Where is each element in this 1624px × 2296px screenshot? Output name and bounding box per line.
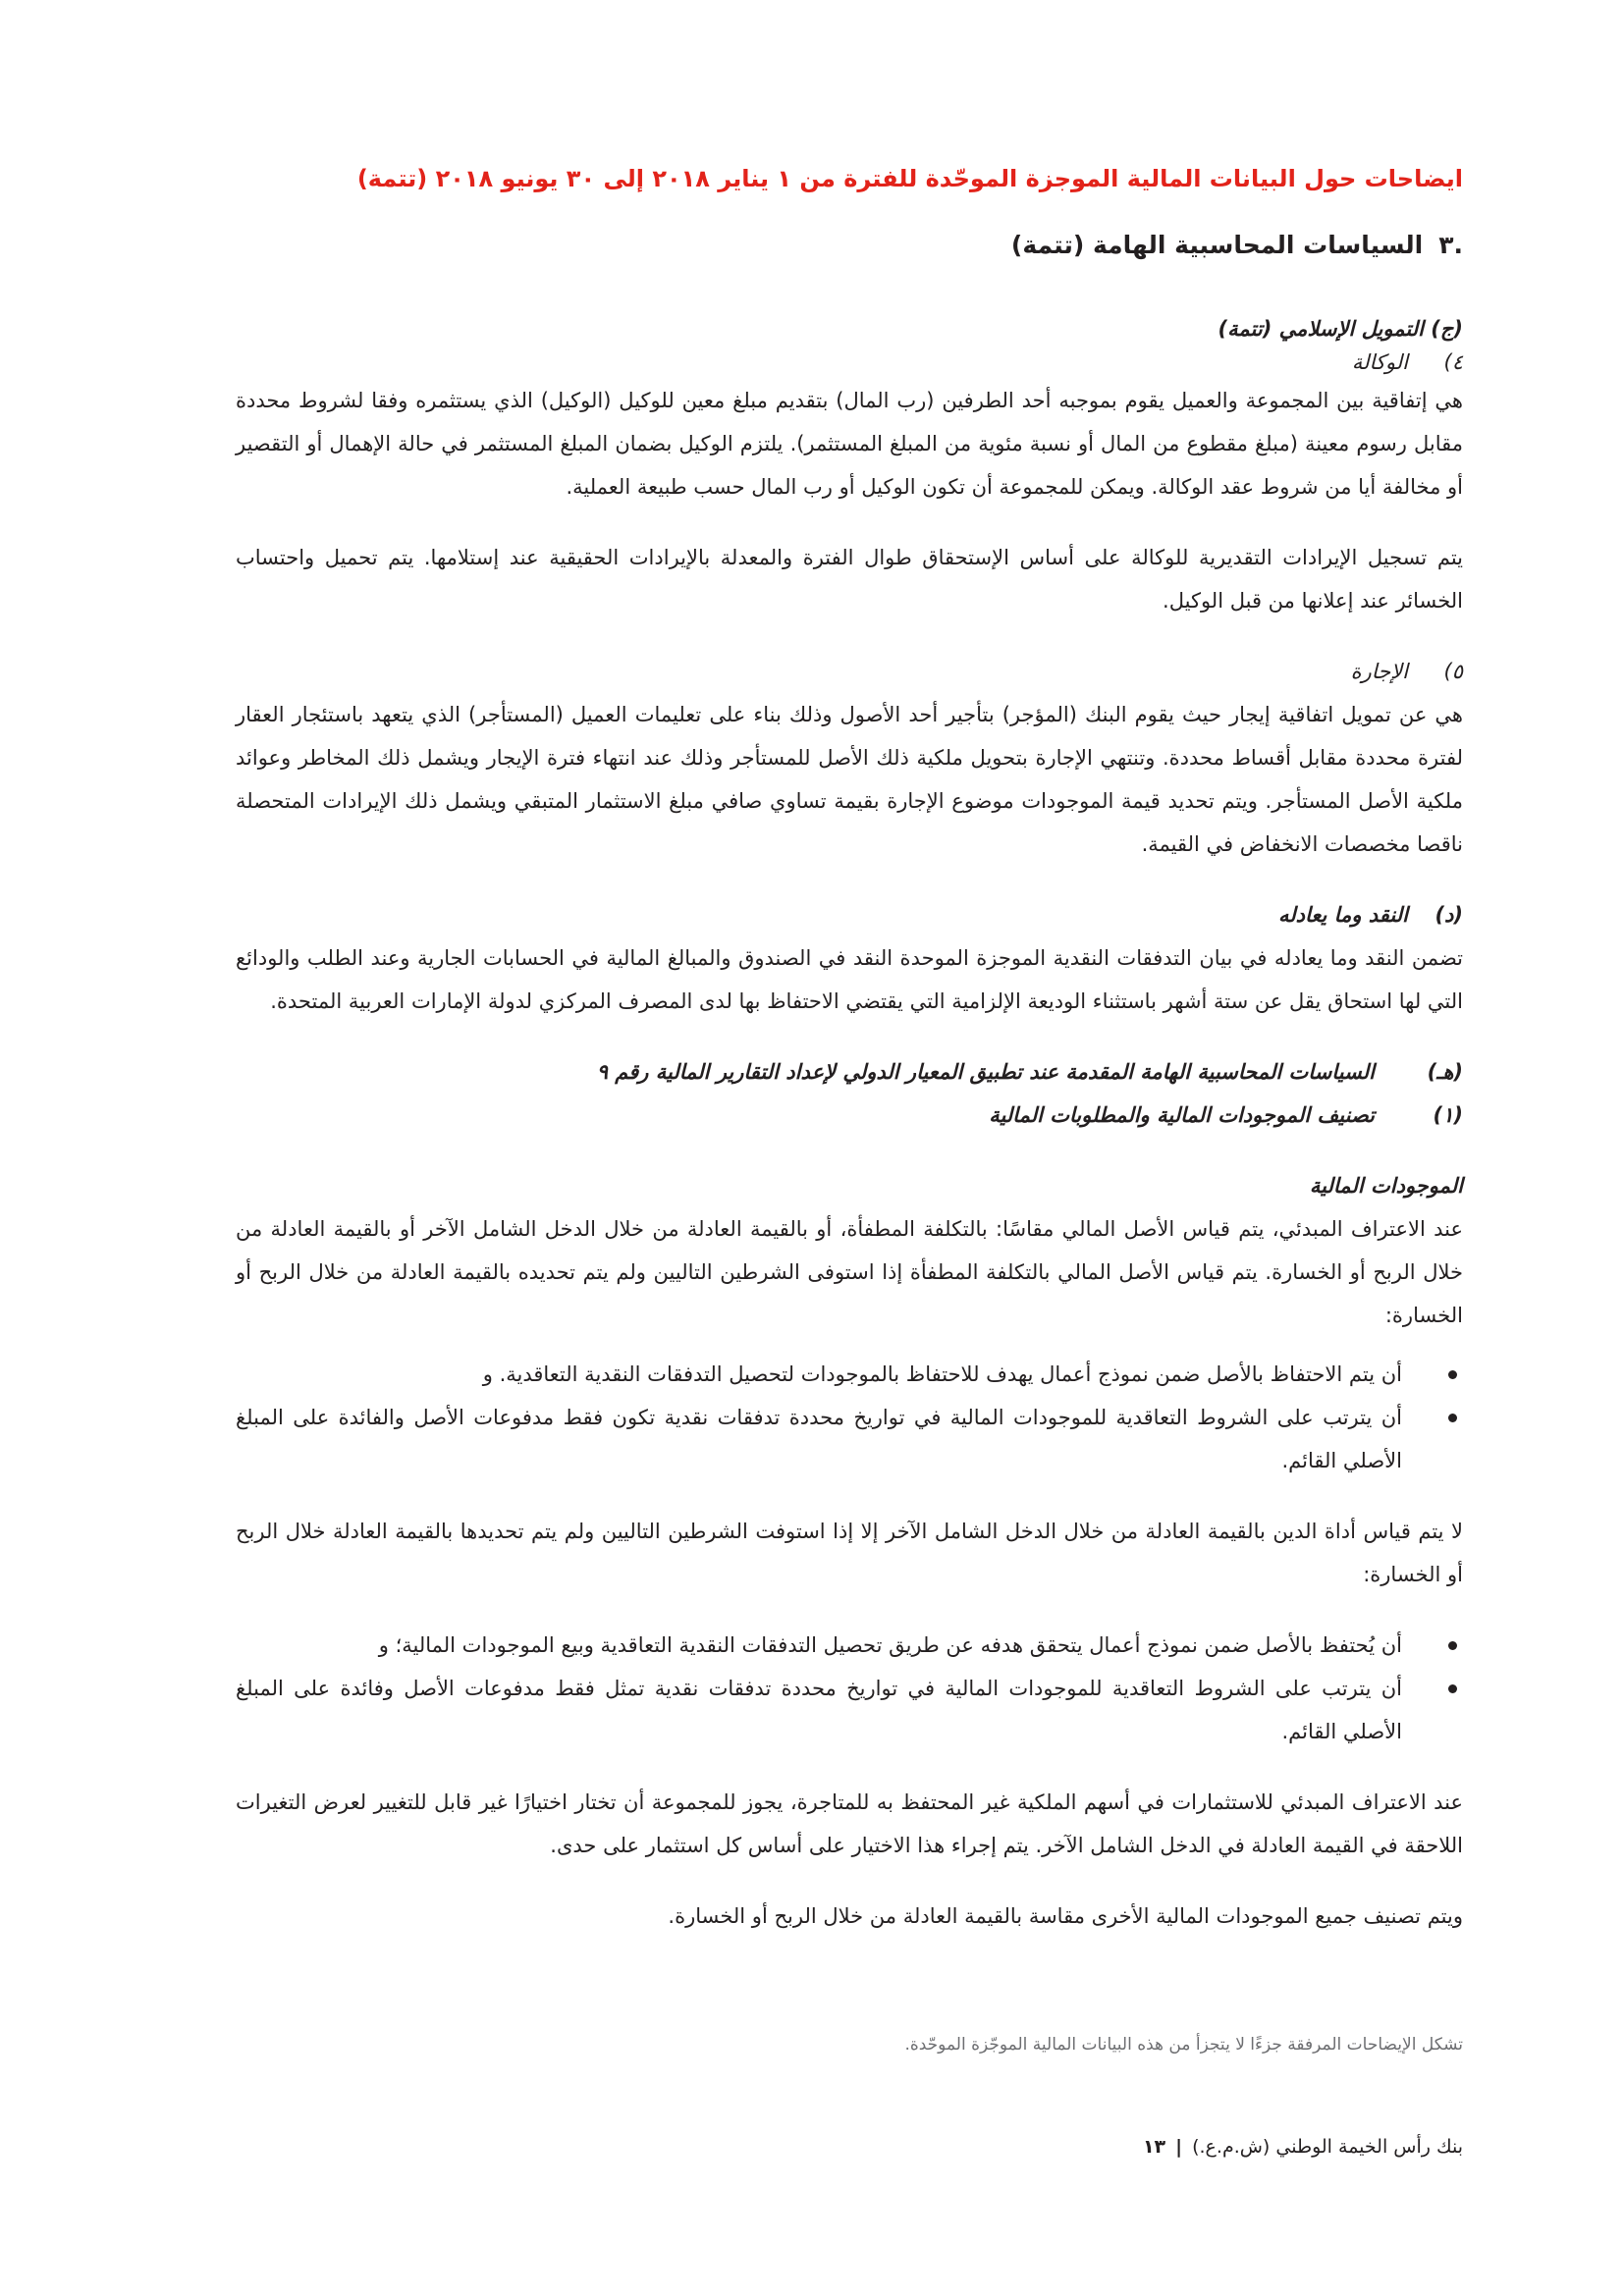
wakala-title: الوكالة: [1351, 350, 1408, 374]
list-item: أن يُحتفظ بالأصل ضمن نموذج أعمال يتحقق هدفه عن طريق تحصيل التدفقات النقدية التعاقدية وبيع الموجودات المالية؛ و: [236, 1624, 1463, 1667]
ifrs9-title: السياسات المحاسبية الهامة المقدمة عند تطبيق المعيار الدولي لإعداد التقارير المالية رقم ٩: [596, 1060, 1375, 1084]
wakala-number: ٤): [1443, 350, 1463, 374]
fvoci-conditions-list: [236, 1624, 1463, 1753]
cash-heading: [236, 893, 1463, 936]
financial-assets-paragraph-1: عند الاعتراف المبدئي، يتم قياس الأصل المالي مقاسًا: بالتكلفة المطفأة، أو بالقيمة العادلة من خلال الدخل الشامل الآخر أو بالقيمة العادلة من خلال الربح أو الخسارة. يتم قياس الأصل المالي بالتكلفة المطفأة إذا استوفى الشرطين التاليين ولم يتم تحديده بالقيمة العادلة من خلال الربح أو الخسارة:: [236, 1217, 1463, 1327]
footnote: تشكل الإيضاحات المرفقة جزءًا لا يتجزأ من هذه البيانات المالية الموجّزة الموحّدة.: [904, 2035, 1463, 2055]
cash-paragraph: تضمن النقد وما يعادله في بيان التدفقات النقدية الموجزة الموحدة النقد في الصندوق والمبالغ المالية في الحسابات الجارية وعند الطلب والودائع التي لها استحاق يقل عن ستة أشهر باستثناء الوديعة الإلزامية التي يقتضي الاحتفاظ بها لدى المصرف المركزي لدولة الإمارات العربية المتحدة.: [236, 946, 1463, 1013]
cash-title: النقد وما يعادله: [1277, 903, 1408, 927]
report-title: ايضاحات حول البيانات المالية الموجزة الموحّدة للفترة من ١ يناير ٢٠١٨ إلى ٣٠ يونيو ٢٠١٨ (تتمة): [356, 165, 1463, 192]
ijara-subheading: [236, 650, 1463, 693]
financial-assets-paragraph-2: لا يتم قياس أداة الدين بالقيمة العادلة من خلال الدخل الشامل الآخر إلا إذا استوفت الشرطين التاليين ولم يتم تحديدها بالقيمة العادلة خلال الربح أو الخسارة:: [236, 1520, 1463, 1586]
wakala-paragraph-2: يتم تسجيل الإيرادات التقديرية للوكالة على أساس الإستحقاق طوال الفترة والمعدلة بالإيرادات الحقيقية عند إستلامها. يتم تحميل واحتساب الخسائر عند إعلانها من قبل الوكيل.: [236, 546, 1463, 613]
page-footer: [236, 2132, 1463, 2162]
list-item: أن يتم الاحتفاظ بالأصل ضمن نموذج أعمال يهدف للاحتفاظ بالموجودات لتحصيل التدفقات النقدية التعاقدية. و: [236, 1353, 1463, 1396]
list-item: أن يترتب على الشروط التعاقدية للموجودات المالية في تواريخ محددة تدفقات نقدية تكون فقط مدفوعات الأصل والفائدة على المبلغ الأصلي القائم.: [236, 1396, 1463, 1482]
section-heading: [236, 224, 1463, 267]
bank-name: بنك رأس الخيمة الوطني (ش.م.ع.): [1192, 2136, 1463, 2158]
islamic-finance-heading: (ج) التمويل الإسلامي (تتمة): [1218, 317, 1463, 341]
financial-assets-heading: الموجودات المالية: [1309, 1174, 1463, 1198]
ijara-title: الإجارة: [1350, 660, 1408, 683]
wakala-paragraph-1: هي إتفاقية بين المجموعة والعميل يقوم بموجبه أحد الطرفين (رب المال) بتقديم مبلغ معين للوكيل (الوكيل) الذي يستثمره وفقا لشروط محددة مقابل رسوم معينة (مبلغ مقطوع من المال أو نسبة مئوية من المبلغ المستثمر). يلتزم الوكيل بضمان المبلغ المستثمر في حالة الإهمال أو التقصير أو مخالفة أيا من شروط عقد الوكالة. ويمكن للمجموعة أن تكون الوكيل أو رب المال حسب طبيعة العملية.: [236, 389, 1463, 499]
ijara-number: ٥): [1443, 660, 1463, 683]
footer-separator: |: [1175, 2136, 1183, 2158]
section-title: السياسات المحاسبية الهامة (تتمة): [1010, 231, 1424, 259]
section-number: .٣: [1438, 231, 1463, 259]
ifrs9-heading: [236, 1050, 1463, 1094]
amortised-cost-conditions-list: [236, 1353, 1463, 1482]
list-item: أن يترتب على الشروط التعاقدية للموجودات المالية في تواريخ محددة تدفقات نقدية تمثل فقط مدفوعات الأصل وفائدة على المبلغ الأصلي القائم.: [236, 1667, 1463, 1753]
financial-assets-paragraph-3: عند الاعتراف المبدئي للاستثمارات في أسهم الملكية غير المحتفظ به للمتاجرة، يجوز للمجموعة أن تختار اختيارًا غير قابل للتغيير لعرض التغيرات اللاحقة في القيمة العادلة في الدخل الشامل الآخر. يتم إجراء هذا الاختيار على أساس كل استثمار على حدى.: [236, 1790, 1463, 1857]
financial-assets-paragraph-4: ويتم تصنيف جميع الموجودات المالية الأخرى مقاسة بالقيمة العادلة من خلال الربح أو الخسارة.: [668, 1904, 1463, 1928]
classification-title: تصنيف الموجودات المالية والمطلوبات المالية: [989, 1103, 1375, 1127]
main-content: [236, 312, 1463, 1938]
cash-number: (د): [1435, 903, 1463, 927]
page-number: ١٣: [1142, 2136, 1166, 2158]
ifrs9-number: (هـ): [1427, 1060, 1463, 1084]
classification-heading: [236, 1094, 1463, 1137]
wakala-subheading: [236, 346, 1463, 379]
classification-number: (١): [1433, 1103, 1463, 1127]
ijara-paragraph: هي عن تمويل اتفاقية إيجار حيث يقوم البنك (المؤجر) بتأجير أحد الأصول وذلك بناء على تعليمات العميل (المستأجر) الذي يتعهد باستئجار العقار لفترة محددة مقابل أقساط محددة. وتنتهي الإجارة بتحويل ملكية ذلك الأصل للمستأجر وذلك عند انتهاء فترة الإيجار ويشمل ذلك المخاطر وعوائد ملكية الأصل المستأجر. ويتم تحديد قيمة الموجودات موضوع الإجارة بقيمة تساوي صافي مبلغ الاستثمار المتبقي ويشمل ذلك الإيرادات المتحصلة ناقصا مخصصات الانخفاض في القيمة.: [236, 703, 1463, 856]
